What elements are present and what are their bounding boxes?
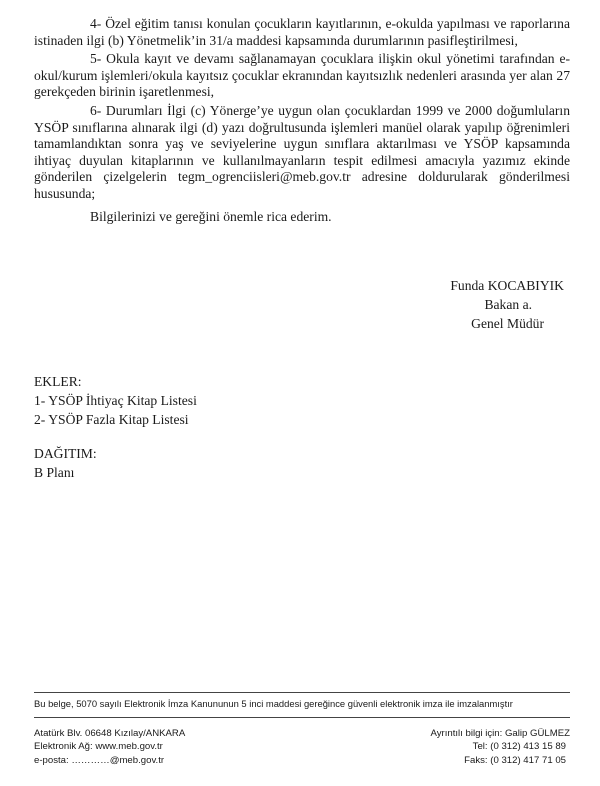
attachment-item: 2- YSÖP Fazla Kitap Listesi [34,412,189,427]
attachment-item: 1- YSÖP İhtiyaç Kitap Listesi [34,393,197,408]
paragraph-item-6: 6- Durumları İlgi (c) Yönerge’ye uygun olan çocuklardan 1999 ve 2000 doğumluların YSÖP sınıflarına alınarak ilgi (d) yazı doğrultusunda işlemleri manüel olarak yapılıp öğrenimleri tamamlandıktan sonra yaş ve seviyelerine uygun sınıflara aktarılması ve YSÖP kapsamında ihtiyaç duyulan kitaplarının ve kullanılmayanların tespit edilmesi amacıyla yazımız ekinde gönderilen çizelgelerin tegm_ogrenciisleri@meb.gov.tr adresine doldurularak gönderilmesi hususunda; [34,102,570,201]
footer-address: Atatürk Blv. 06648 Kızılay/ANKARA [34,728,186,739]
esign-note: Bu belge, 5070 sayılı Elektronik İmza Kanununun 5 inci maddesi gereğince güvenli elektronik imza ile imzalanmıştır [34,698,513,709]
signatory-authority: Bakan a. [484,297,532,312]
distribution-item: B Planı [34,465,75,480]
distribution-heading: DAĞITIM: [34,446,97,461]
paragraph-item-5: 5- Okula kayıt ve devamı sağlanamayan çocuklara ilişkin okul yönetimi tarafından e-okul/kurum işlemleri/okula kayıtsız çocuklar ekranından kayıtsızlık nedenleri arasında yer alan 27 gerekçeden birinin işaretlenmesi, [34,51,570,100]
closing-sentence: Bilgilerinizi ve gereğini önemle rica ederim. [90,208,332,224]
footer-address-block [34,727,185,767]
footer-website[interactable]: Elektronik Ağ: www.meb.gov.tr [34,741,163,753]
attachments-section [34,372,197,429]
footer-divider-top [34,692,570,693]
footer-phone: Tel: (0 312) 413 15 89 [472,741,566,753]
signatory-title: Genel Müdür [471,316,544,331]
signature-block [364,276,564,333]
attachments-heading: EKLER: [34,374,82,389]
footer-fax: Faks: (0 312) 417 71 05 [464,754,566,766]
footer-divider-bottom [34,717,570,718]
footer-email[interactable]: e-posta: …………@meb.gov.tr [34,754,165,766]
signatory-name: Funda KOCABIYIK [450,278,564,293]
footer-contact-block [430,727,570,767]
letter-body [34,16,570,225]
paragraph-item-4: 4- Özel eğitim tanısı konulan çocukların kayıtlarının, e-okulda yapılması ve raporlarına istinaden ilgi (b) Yönetmelik’in 31/a maddesi kapsamında durumlarının pasifleştirilmesi, [34,16,570,48]
footer-contact-person: Ayrıntılı bilgi için: Galip GÜLMEZ [430,728,570,739]
distribution-section [34,444,97,482]
